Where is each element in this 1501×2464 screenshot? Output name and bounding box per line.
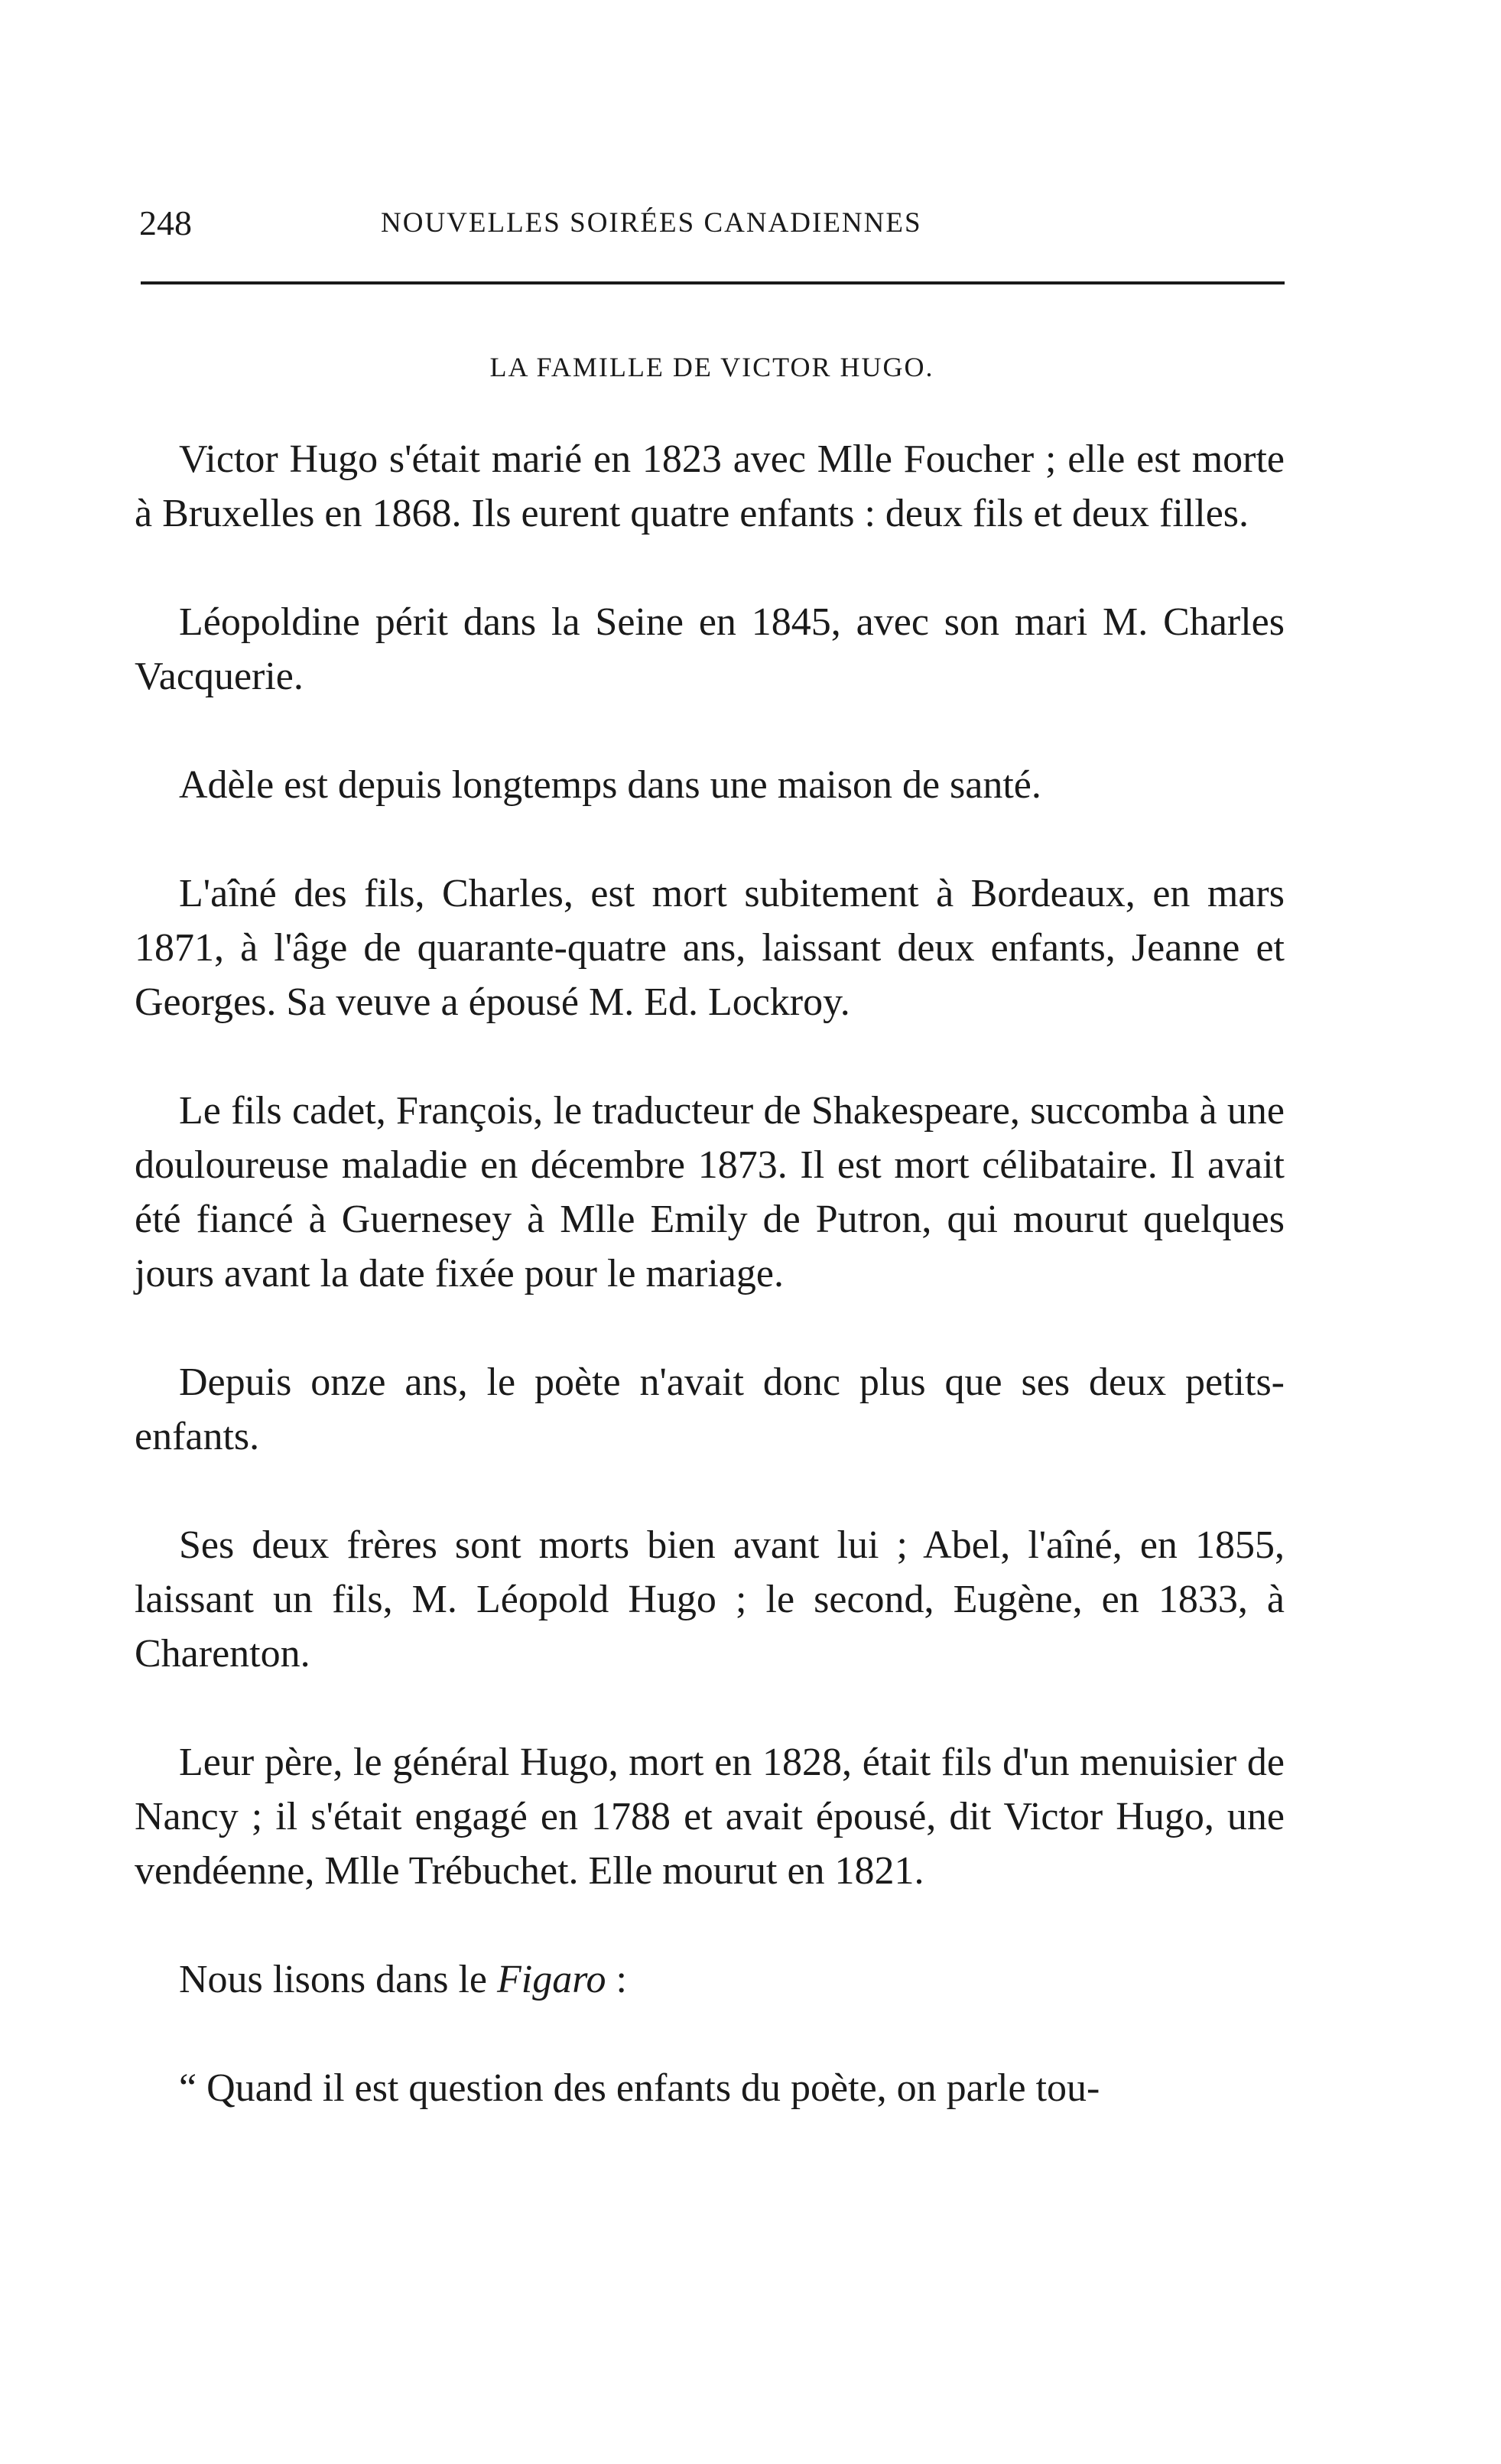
paragraph-father: Leur père, le général Hugo, mort en 1828, était fils d'un menuisier de Nancy ; il s'était engagé en 1788 et avait épousé, dit Victor Hugo, une vendéenne, Mlle Trébuchet. Elle mourut en 1821. [135, 1741, 1285, 1893]
running-head [139, 200, 1285, 246]
paragraph-brothers: Ses deux frères sont morts bien avant lui ; Abel, l'aîné, en 1855, laissant un fils, M. Léopold Hugo ; le second, Eugène, en 1833, à Charenton. [135, 1523, 1285, 1676]
section-heading: LA FAMILLE DE VICTOR HUGO. [489, 352, 934, 382]
figaro-journal-title: Figaro [497, 1958, 606, 2001]
paragraph-leopoldine: Léopoldine périt dans la Seine en 1845, avec son mari M. Charles Vacquerie. [135, 600, 1285, 698]
paragraph-quote-start: “ Quand il est question des enfants du poète, on parle tou- [179, 2066, 1100, 2110]
paragraph-charles: L'aîné des fils, Charles, est mort subitement à Bordeaux, en mars 1871, à l'âge de quarante-quatre ans, laissant deux enfants, Jeanne et Georges. Sa veuve a épousé M. Ed. Lockroy. [135, 872, 1285, 1024]
paragraph-francois: Le fils cadet, François, le traducteur de Shakespeare, succomba à une douloureuse maladie en décembre 1873. Il est mort célibataire. Il avait été fiancé à Guernesey à Mlle Emily de Putron, qui mourut quelques jours avant la date fixée pour le mariage. [135, 1089, 1285, 1295]
running-title: NOUVELLES SOIRÉES CANADIENNES [381, 207, 922, 239]
page-number: 248 [139, 203, 192, 242]
body-text [135, 432, 1285, 2115]
figaro-prefix: Nous lisons dans le [179, 1958, 487, 2001]
paragraph-adele: Adèle est depuis longtemps dans une maison de santé. [179, 763, 1041, 807]
paragraph-grandchildren: Depuis onze ans, le poète n'avait donc plus que ses deux petits-enfants. [135, 1360, 1285, 1458]
figaro-suffix: : [606, 1958, 627, 2001]
paragraph-marriage: Victor Hugo s'était marié en 1823 avec Mlle Foucher ; elle est morte à Bruxelles en 1868. Ils eurent quatre enfants : deux fils et deux filles. [135, 437, 1285, 535]
header-rule [141, 281, 1285, 284]
paragraph-figaro [135, 1952, 1285, 2007]
